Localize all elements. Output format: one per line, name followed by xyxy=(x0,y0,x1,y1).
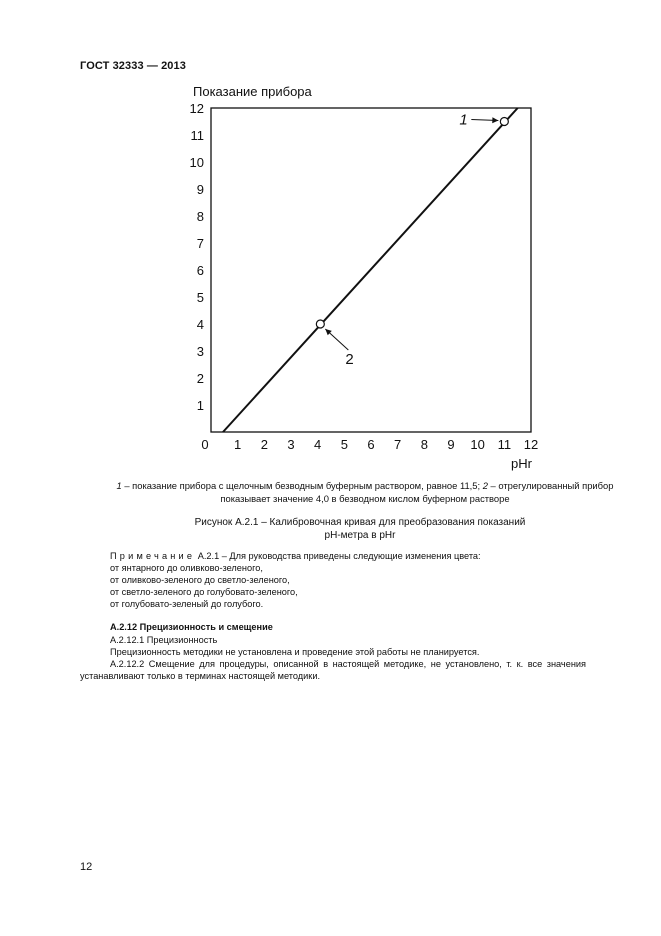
note-intro: А.2.1 – Для руководства приведены следующие изменения цвета: xyxy=(195,551,481,561)
x-tick-label: 2 xyxy=(260,437,268,452)
y-tick-label: 9 xyxy=(196,182,204,197)
y-tick-label: 2 xyxy=(196,371,204,386)
y-tick-label: 12 xyxy=(189,101,204,116)
x-axis-title: pHr xyxy=(511,456,532,471)
data-point-2 xyxy=(316,320,324,328)
figure-caption-line-2: pH-метра в pHr xyxy=(324,530,396,541)
note-label: Примечание xyxy=(110,551,196,561)
section-body xyxy=(110,634,590,658)
subsection-text: Прецизионность методики не установлена и проведение этой работы не планируется. xyxy=(110,647,480,657)
legend-num-2: 2 xyxy=(482,480,488,491)
figure-legend-note xyxy=(115,480,615,505)
note-item: от оливково-зеленого до светло-зеленого, xyxy=(110,575,290,585)
color-change-note xyxy=(110,550,590,610)
data-point-1 xyxy=(500,118,508,126)
x-tick-label: 12 xyxy=(523,437,539,452)
y-tick-labels xyxy=(190,101,204,413)
x-tick-label: 4 xyxy=(314,437,322,452)
x-tick-labels xyxy=(201,437,538,452)
x-tick-label: 1 xyxy=(234,437,242,452)
legend-text-2: – отрегулированный прибор показывает значение 4,0 в безводном кислом буферном растворе xyxy=(220,480,614,504)
x-tick-label: 9 xyxy=(447,437,455,452)
note-item: от янтарного до оливково-зеленого, xyxy=(110,563,263,573)
x-tick-label: 5 xyxy=(340,437,348,452)
point-label-1: 1 xyxy=(459,111,468,129)
y-tick-label: 3 xyxy=(196,344,204,359)
y-axis-title: Показание прибора xyxy=(193,84,312,99)
arrowhead xyxy=(492,117,498,123)
x-tick-label: 3 xyxy=(287,437,295,452)
y-tick-label: 1 xyxy=(196,398,204,413)
document-header: ГОСТ 32333 — 2013 xyxy=(80,60,186,72)
bias-paragraph: А.2.12.2 Смещение для процедуры, описанной в настоящей методике, не установлено, т. к. все значения устанавливают только в терминах настоящей методики. xyxy=(80,659,586,681)
note-item: от светло-зеленого до голубовато-зеленого, xyxy=(110,587,298,597)
y-tick-label: 8 xyxy=(196,209,204,224)
section-title: А.2.12 Прецизионность и смещение xyxy=(110,622,273,632)
y-tick-label: 11 xyxy=(190,128,204,143)
page-number: 12 xyxy=(80,861,93,873)
point-label-2: 2 xyxy=(345,351,354,368)
note-intro-line xyxy=(110,550,590,562)
y-tick-label: 7 xyxy=(196,236,204,251)
x-tick-label: 8 xyxy=(420,437,428,452)
calibration-line xyxy=(223,108,518,432)
x-tick-label: 7 xyxy=(394,437,402,452)
x-tick-label: 6 xyxy=(367,437,375,452)
note-item: от голубовато-зеленый до голубого. xyxy=(110,599,264,609)
legend-num-1: 1 xyxy=(116,480,122,491)
figure-caption xyxy=(130,516,590,542)
x-tick-label: 10 xyxy=(470,437,485,452)
legend-text-1: – показание прибора с щелочным безводным буферным раствором, равное 11,5; xyxy=(121,480,483,491)
y-tick-label: 4 xyxy=(196,317,204,332)
y-tick-label: 10 xyxy=(189,155,204,170)
y-tick-label: 6 xyxy=(196,263,204,278)
x-tick-label: 0 xyxy=(201,437,209,452)
y-tick-label: 5 xyxy=(196,290,204,305)
figure-caption-line-1: Рисунок А.2.1 – Калибровочная кривая для преобразования показаний xyxy=(194,517,526,528)
series-layer xyxy=(223,108,518,432)
subsection-heading: А.2.12.1 Прецизионность xyxy=(110,635,218,645)
x-tick-label: 11 xyxy=(497,437,512,452)
